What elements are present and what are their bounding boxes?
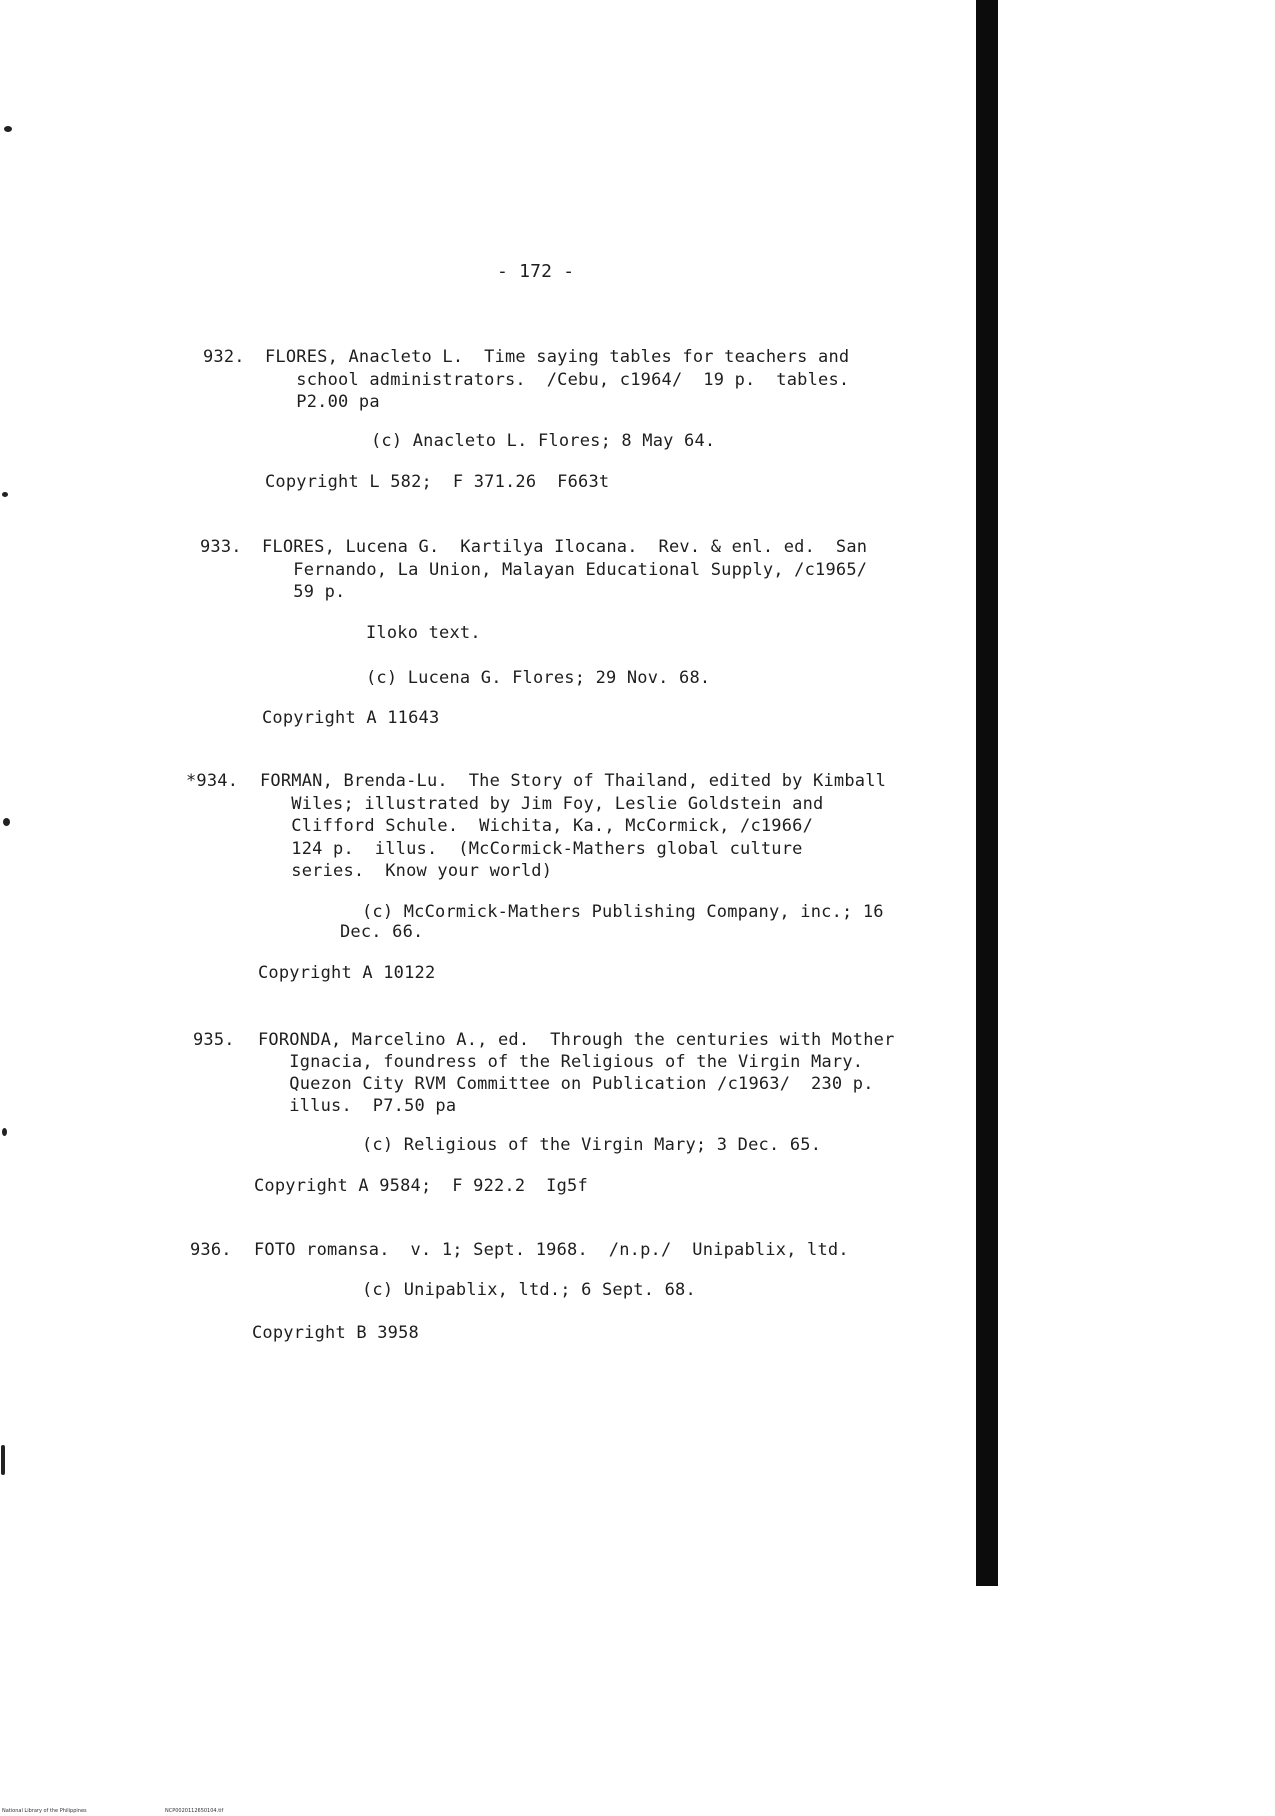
entry-number: *934. — [186, 771, 239, 791]
scan-edge-bar — [976, 0, 998, 1586]
entry-note: Iloko text. — [366, 623, 481, 643]
entry-number: 932. — [203, 347, 245, 367]
entry-line: school administrators. /Cebu, c1964/ 19 p. tables. — [265, 370, 850, 390]
copyright-claimant: (c) McCormick-Mathers Publishing Company, inc.; 16 — [362, 902, 884, 922]
copyright-claimant: (c) Religious of the Virgin Mary; 3 Dec. 65. — [362, 1135, 822, 1155]
copyright-registration: Copyright A 10122 — [258, 963, 436, 983]
scan-speck — [2, 492, 8, 497]
entry-line: FLORES, Lucena G. Kartilya Ilocana. Rev. & enl. ed. San — [262, 537, 868, 557]
copyright-registration: Copyright A 11643 — [262, 708, 440, 728]
entry-number: 933. — [200, 537, 242, 557]
copyright-claimant: (c) Unipablix, ltd.; 6 Sept. 68. — [362, 1280, 696, 1300]
entry-line: 124 p. illus. (McCormick-Mathers global culture — [260, 839, 803, 859]
entry-line: FLORES, Anacleto L. Time saying tables for teachers and — [265, 347, 850, 367]
entry-line: Wiles; illustrated by Jim Foy, Leslie Goldstein and — [260, 794, 824, 814]
page-number: - 172 - — [497, 261, 575, 282]
footer-file-name: NCP0020112650104.tif — [165, 1808, 224, 1814]
scan-speck — [3, 818, 10, 826]
entry-line: Ignacia, foundress of the Religious of the Virgin Mary. — [258, 1052, 864, 1072]
entry-number: 935. — [193, 1030, 235, 1050]
entry-line: FORONDA, Marcelino A., ed. Through the centuries with Mother — [258, 1030, 895, 1050]
copyright-claimant-cont: Dec. 66. — [340, 922, 424, 942]
copyright-claimant: (c) Lucena G. Flores; 29 Nov. 68. — [366, 668, 711, 688]
entry-line: series. Know your world) — [260, 861, 553, 881]
entry-line: FOTO romansa. v. 1; Sept. 1968. /n.p./ Unipablix, ltd. — [254, 1240, 849, 1260]
scan-speck — [1, 1445, 5, 1475]
copyright-registration: Copyright B 3958 — [252, 1323, 419, 1343]
entry-number: 936. — [190, 1240, 232, 1260]
copyright-registration: Copyright A 9584; F 922.2 Ig5f — [254, 1176, 588, 1196]
entry-line: Quezon City RVM Committee on Publication /c1963/ 230 p. — [258, 1074, 874, 1094]
entry-line: illus. P7.50 pa — [258, 1096, 457, 1116]
entry-line: Clifford Schule. Wichita, Ka., McCormick, /c1966/ — [260, 816, 814, 836]
copyright-registration: Copyright L 582; F 371.26 F663t — [265, 472, 610, 492]
scan-speck — [2, 1128, 7, 1136]
entry-line: FORMAN, Brenda-Lu. The Story of Thailand, edited by Kimball — [260, 771, 887, 791]
entry-line: 59 p. — [262, 582, 346, 602]
copyright-claimant: (c) Anacleto L. Flores; 8 May 64. — [371, 431, 716, 451]
scan-speck — [4, 126, 12, 132]
entry-line: Fernando, La Union, Malayan Educational Supply, /c1965/ — [262, 560, 868, 580]
entry-line: P2.00 pa — [265, 392, 380, 412]
footer-library-name: National Library of the Philippines — [2, 1808, 87, 1814]
